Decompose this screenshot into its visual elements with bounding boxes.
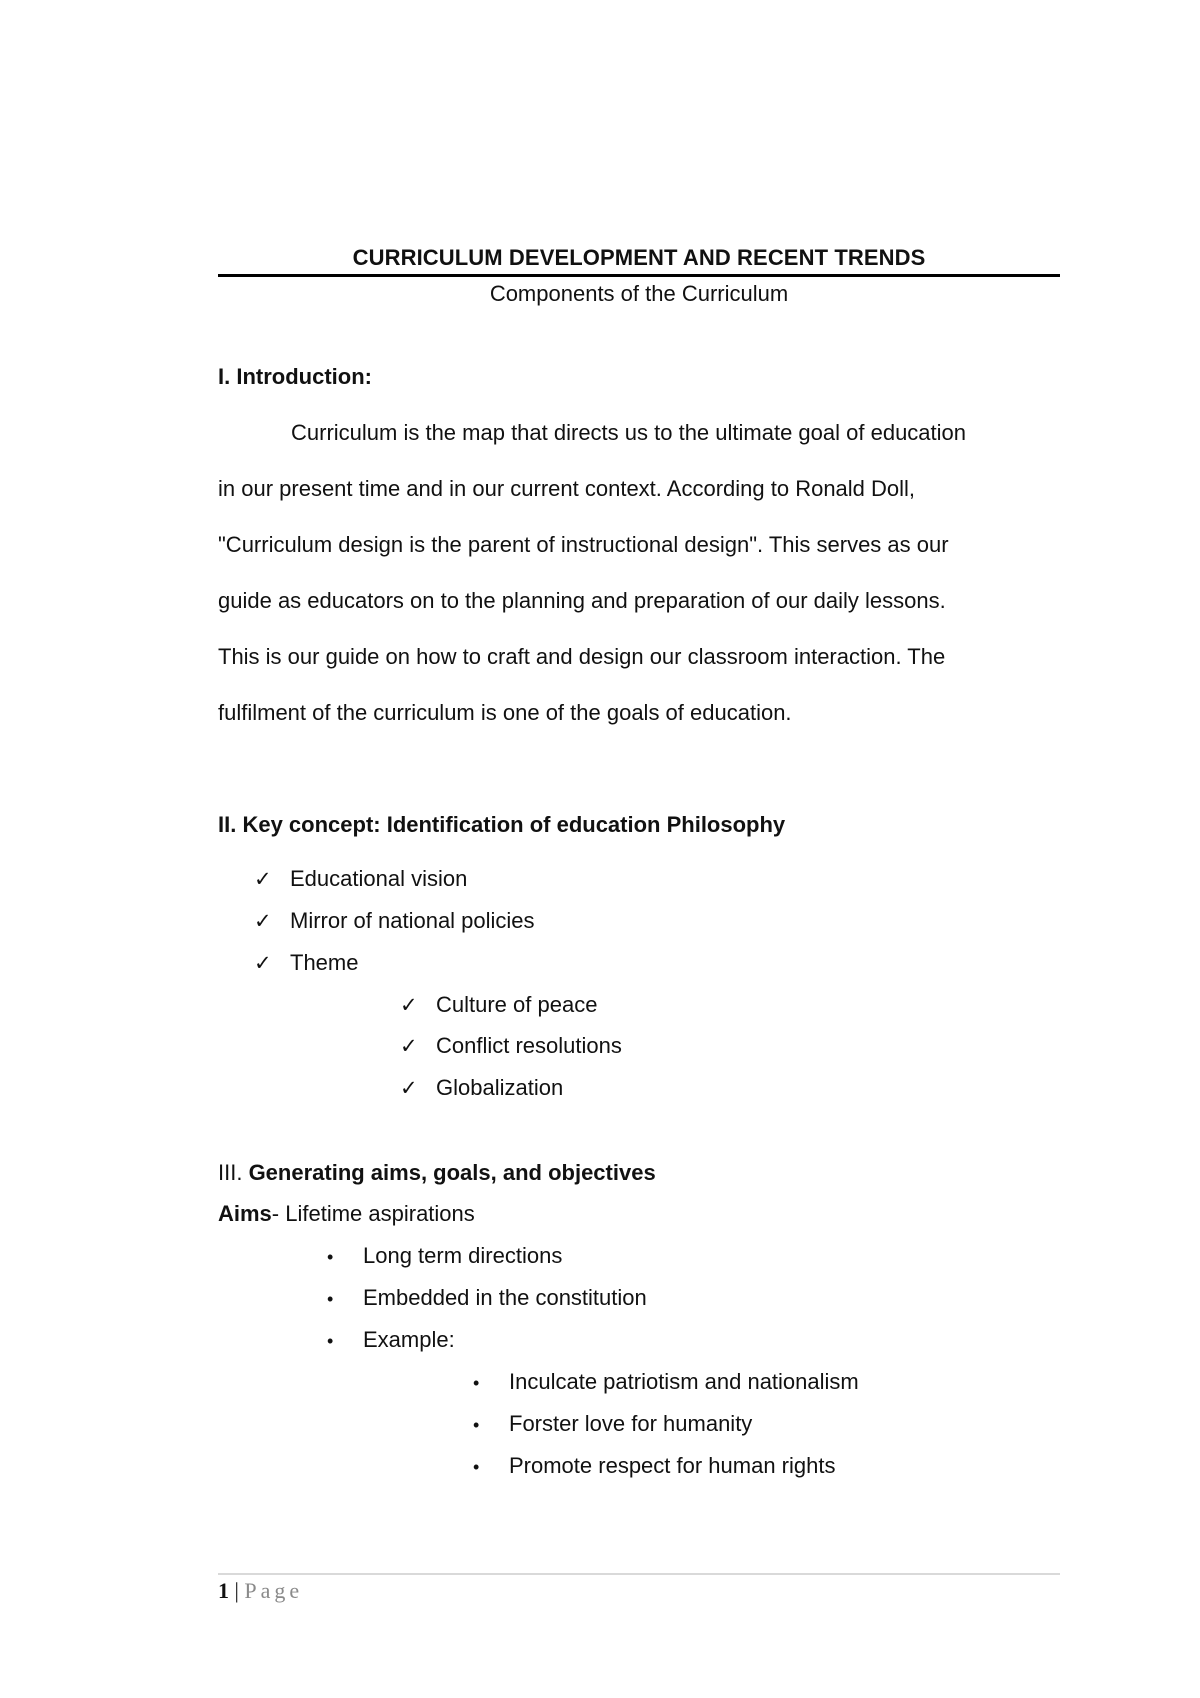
- footer-divider: [218, 1573, 1060, 1575]
- document-subtitle: Components of the Curriculum: [489, 281, 789, 306]
- sub-bullet-item-label: Promote respect for human rights: [509, 1453, 836, 1478]
- aims-text: - Lifetime aspirations: [271, 1201, 475, 1226]
- bullet-icon: •: [327, 1247, 334, 1267]
- check-sublist-item: [400, 1033, 622, 1059]
- section-heading-prefix: III.: [218, 1160, 249, 1185]
- bullet-item-label: Example:: [363, 1327, 455, 1352]
- title-underline: [218, 274, 1060, 277]
- bullet-icon: •: [473, 1373, 480, 1393]
- checkmark-icon: ✓: [254, 868, 272, 891]
- bullet-icon: •: [473, 1415, 480, 1435]
- paragraph-line: This is our guide on how to craft and design our classroom interaction. The: [218, 644, 946, 669]
- paragraph-line: fulfilment of the curriculum is one of the goals of education.: [218, 700, 792, 725]
- sub-bullet-item-label: Inculcate patriotism and nationalism: [509, 1369, 859, 1394]
- bullet-icon: •: [473, 1457, 480, 1477]
- check-item-label: Educational vision: [290, 866, 468, 891]
- sub-bullet-item-label: Forster love for humanity: [509, 1411, 753, 1436]
- section-heading-introduction: I. Introduction:: [218, 364, 372, 389]
- paragraph-line: "Curriculum design is the parent of instructional design". This serves as our: [218, 532, 949, 557]
- check-subitem-label: Globalization: [436, 1075, 564, 1100]
- checkmark-icon: ✓: [400, 994, 418, 1017]
- bullet-item-label: Long term directions: [363, 1243, 563, 1268]
- paragraph-line: guide as educators on to the planning and preparation of our daily lessons.: [218, 588, 946, 613]
- bullet-icon: •: [327, 1289, 334, 1309]
- check-subitem-label: Culture of peace: [436, 992, 598, 1017]
- check-list-item: [254, 908, 535, 934]
- section-heading-title: Generating aims, goals, and objectives: [248, 1160, 656, 1185]
- sub-bullet-list-item: [473, 1411, 752, 1437]
- paragraph-line: Curriculum is the map that directs us to the ultimate goal of education: [291, 420, 967, 445]
- page-footer: [218, 1578, 303, 1604]
- bullet-item-label: Embedded in the constitution: [363, 1285, 647, 1310]
- check-item-label: Theme: [290, 950, 359, 975]
- page-label: Page: [244, 1578, 304, 1603]
- section-heading-aims-goals: [218, 1160, 656, 1186]
- check-sublist-item: [400, 992, 597, 1018]
- check-list-item: [254, 866, 467, 892]
- checkmark-icon: ✓: [400, 1077, 418, 1100]
- checkmark-icon: ✓: [254, 952, 272, 975]
- bullet-list-item: [327, 1243, 562, 1269]
- bullet-icon: •: [327, 1331, 334, 1351]
- paragraph-line: in our present time and in our current context. According to Ronald Doll,: [218, 476, 916, 501]
- section-heading-key-concept: II. Key concept: Identification of education Philosophy: [218, 812, 786, 837]
- check-sublist-item: [400, 1075, 563, 1101]
- checkmark-icon: ✓: [400, 1035, 418, 1058]
- aims-definition: [218, 1201, 475, 1227]
- bullet-list-item: [327, 1327, 455, 1353]
- check-subitem-label: Conflict resolutions: [436, 1033, 622, 1058]
- bullet-list-item: [327, 1285, 647, 1311]
- aims-label: Aims: [218, 1201, 272, 1226]
- sub-bullet-list-item: [473, 1369, 859, 1395]
- footer-separator: |: [234, 1578, 239, 1603]
- page-number: 1: [218, 1578, 229, 1603]
- check-item-label: Mirror of national policies: [290, 908, 535, 933]
- checkmark-icon: ✓: [254, 910, 272, 933]
- document-title: CURRICULUM DEVELOPMENT AND RECENT TRENDS: [352, 245, 926, 270]
- check-list-item: [254, 950, 358, 976]
- sub-bullet-list-item: [473, 1453, 835, 1479]
